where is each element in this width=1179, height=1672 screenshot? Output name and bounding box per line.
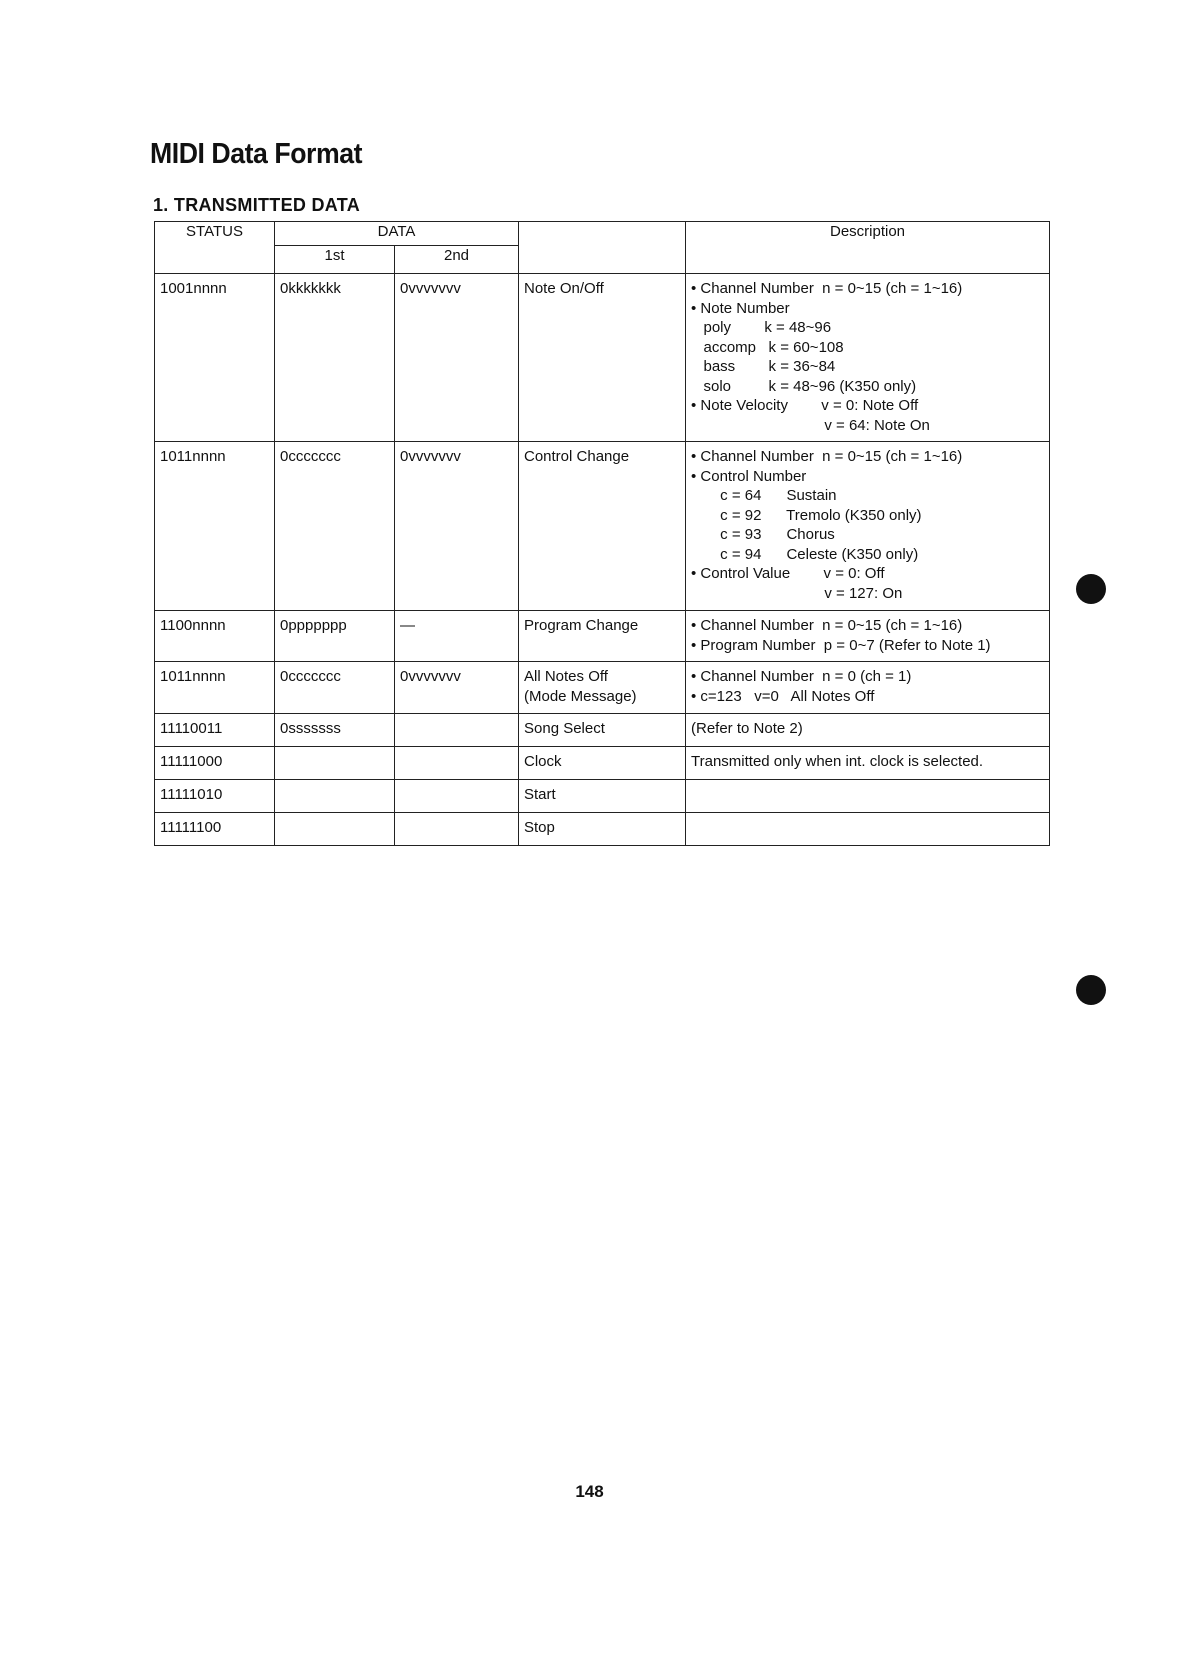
header-status: STATUS	[155, 222, 275, 274]
header-description: Description	[686, 222, 1050, 274]
status-cell: 1011nnnn	[160, 668, 226, 685]
data-2nd-cell	[395, 813, 518, 824]
data-2nd-cell: 0vvvvvvv	[400, 668, 461, 685]
data-2nd-cell: 0vvvvvvv	[400, 448, 461, 465]
description-line: solo k = 48~96 (K350 only)	[691, 377, 917, 395]
page-title: MIDI Data Format	[150, 138, 363, 170]
data-1st-cell	[275, 780, 394, 791]
data-2nd-cell	[395, 714, 518, 725]
transmitted-data-table	[154, 221, 1050, 846]
message-name-line: Song Select	[524, 720, 605, 737]
message-name-cell	[519, 813, 685, 844]
description-line: accomp k = 60~108	[691, 338, 844, 356]
description-line: v = 64: Note On	[691, 416, 930, 434]
status-cell: 1011nnnn	[160, 448, 226, 465]
table-row	[155, 747, 1050, 780]
message-name-cell	[519, 747, 685, 778]
description-line: poly k = 48~96	[691, 319, 832, 336]
description-line: v = 127: On	[691, 584, 903, 602]
header-data: DATA	[275, 222, 519, 246]
message-name-line: Clock	[524, 753, 562, 770]
description-cell	[686, 780, 1049, 791]
description-line: • Program Number p = 0~7 (Refer to Note 1)	[691, 636, 991, 654]
description-cell	[686, 714, 1049, 745]
description-line: • Channel Number n = 0~15 (ch = 1~16)	[691, 280, 963, 297]
binder-hole-mark	[1076, 574, 1106, 604]
data-2nd-cell: —	[400, 617, 415, 634]
table-row	[155, 442, 1050, 611]
description-line: (Refer to Note 2)	[691, 720, 803, 737]
description-line: c = 94 Celeste (K350 only)	[691, 545, 919, 563]
message-name-line: Program Change	[524, 617, 639, 634]
data-1st-cell: 0sssssss	[280, 720, 341, 737]
header-name	[519, 222, 686, 274]
table-row	[155, 274, 1050, 442]
description-line: • Control Number	[691, 467, 807, 485]
description-cell	[686, 747, 1049, 778]
status-cell: 11111100	[160, 819, 222, 836]
data-1st-cell: 0ccccccc	[280, 668, 341, 685]
table-row	[155, 813, 1050, 846]
status-cell: 11111000	[160, 753, 223, 770]
description-cell	[686, 442, 1049, 609]
description-line: bass k = 36~84	[691, 358, 836, 375]
description-line: • Note Number	[691, 299, 790, 317]
description-line: • Note Velocity v = 0: Note Off	[691, 397, 919, 414]
page-number: 148	[575, 1482, 604, 1501]
message-name-line: (Mode Message)	[524, 687, 637, 705]
data-2nd-cell: 0vvvvvvv	[400, 280, 461, 297]
table-row	[155, 662, 1050, 714]
table-row	[155, 714, 1050, 747]
description-cell	[686, 274, 1049, 441]
data-1st-cell: 0ccccccc	[280, 448, 341, 465]
message-name-cell	[519, 442, 685, 473]
message-name-cell	[519, 274, 685, 305]
table-row	[155, 780, 1050, 813]
message-name-cell	[519, 662, 685, 712]
section-heading: 1. TRANSMITTED DATA	[153, 195, 361, 215]
description-line: • Channel Number n = 0 (ch = 1)	[691, 668, 912, 685]
binder-hole-mark	[1076, 975, 1106, 1005]
description-line: c = 92 Tremolo (K350 only)	[691, 506, 922, 524]
description-line: Transmitted only when int. clock is selected.	[691, 753, 984, 770]
data-1st-cell	[275, 813, 394, 824]
message-name-line: Stop	[524, 819, 555, 836]
data-1st-cell: 0ppppppp	[280, 617, 347, 634]
description-line: • Channel Number n = 0~15 (ch = 1~16)	[691, 448, 963, 465]
description-line: • Control Value v = 0: Off	[691, 565, 885, 582]
status-cell: 1100nnnn	[160, 617, 226, 634]
description-line: c = 93 Chorus	[691, 526, 835, 543]
header-data-2nd: 2nd	[395, 246, 519, 274]
message-name-line: All Notes Off	[524, 668, 608, 685]
description-line: • Channel Number n = 0~15 (ch = 1~16)	[691, 617, 963, 634]
description-line: • c=123 v=0 All Notes Off	[691, 687, 875, 705]
message-name-cell	[519, 780, 685, 811]
data-2nd-cell	[395, 780, 518, 791]
description-cell	[686, 611, 1049, 661]
description-line: c = 64 Sustain	[691, 487, 837, 504]
message-name-line: Control Change	[524, 448, 630, 465]
status-cell: 11111010	[160, 786, 223, 803]
data-1st-cell	[275, 747, 394, 758]
message-name-cell	[519, 714, 685, 745]
header-data-1st: 1st	[275, 246, 395, 274]
description-cell	[686, 813, 1049, 824]
message-name-line: Note On/Off	[524, 280, 604, 297]
data-1st-cell: 0kkkkkkk	[280, 280, 341, 297]
status-cell: 1001nnnn	[160, 280, 227, 297]
status-cell: 11110011	[160, 720, 223, 737]
description-cell	[686, 662, 1049, 712]
table-row	[155, 611, 1050, 662]
message-name-line: Start	[524, 786, 556, 803]
message-name-cell	[519, 611, 685, 642]
data-2nd-cell	[395, 747, 518, 758]
